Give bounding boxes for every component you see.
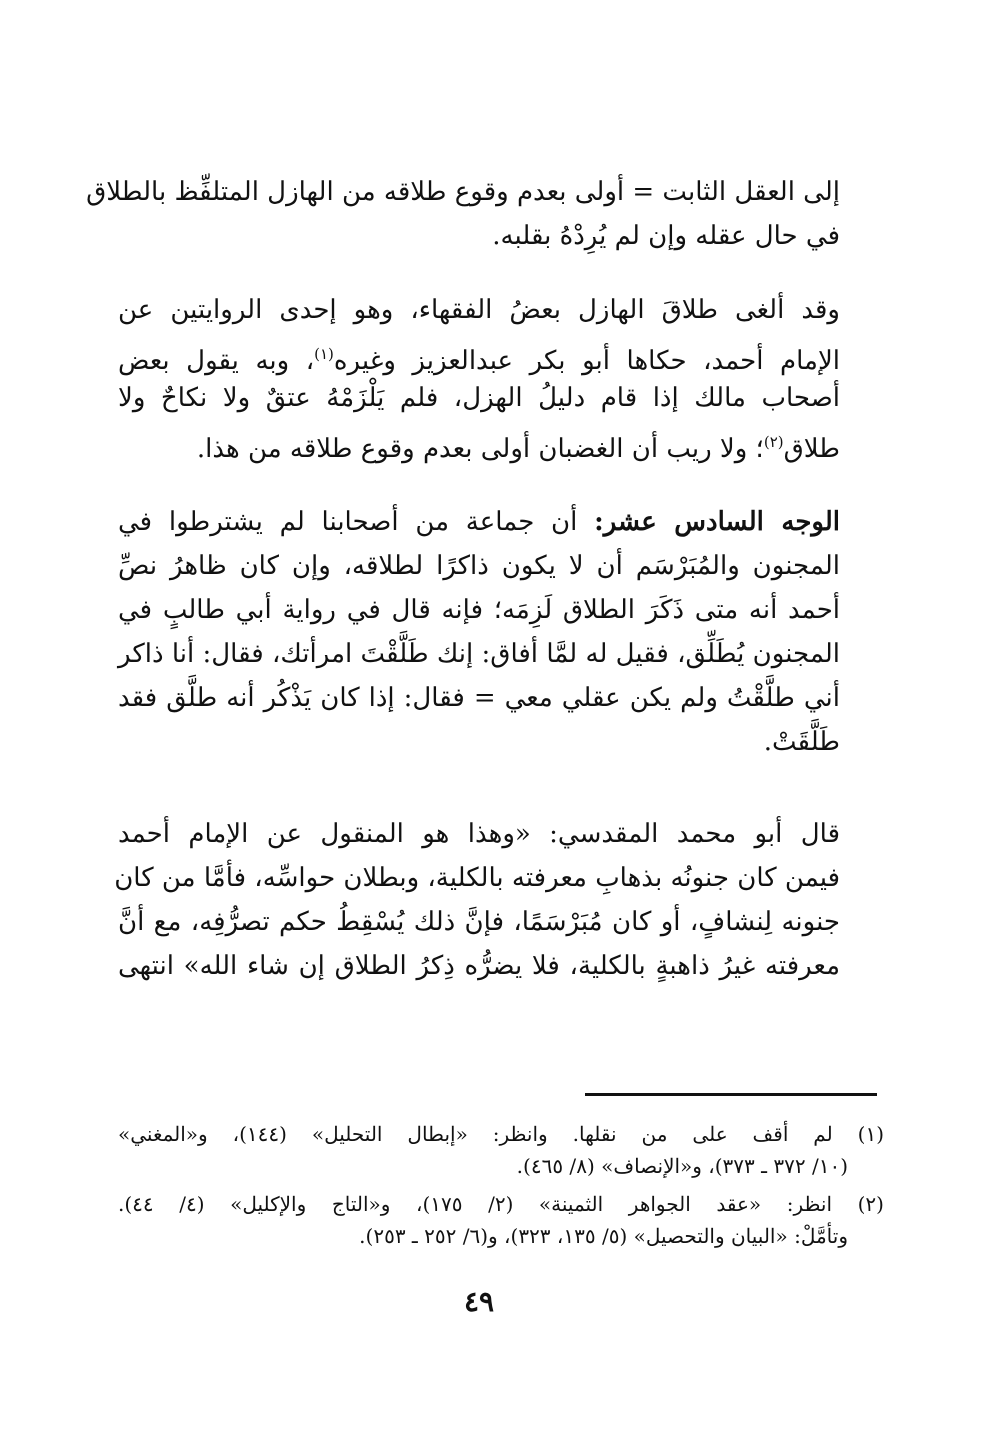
text-line-with-heading xyxy=(118,500,840,544)
page-number: ٤٩ xyxy=(463,1285,495,1318)
paragraph-1 xyxy=(86,170,840,258)
text-segment: ، وبه يقول بعض xyxy=(118,346,315,376)
footnote-2 xyxy=(118,1188,884,1252)
text-line: إلى العقل الثابت = أولى بعدم وقوع طلاقه من الهازل المتلفِّظ بالطلاق xyxy=(86,177,840,207)
text-segment: ؛ ولا ريب أن الغضبان أولى بعدم وقوع طلاقه من هذا. xyxy=(196,434,764,464)
text-line: طَلَّقَتْ. xyxy=(763,727,840,757)
text-segment: أن جماعة من أصحابنا لم يشترطوا في xyxy=(118,507,578,537)
footnote-line: وتأمَّلْ: «البيان والتحصيل» (٥/ ١٣٥، ٣٢٣)، و(٦/ ٢٥٢ ـ ٢٥٣). xyxy=(359,1224,848,1248)
footnote-ref-2[interactable]: (٢) xyxy=(763,433,784,451)
footnote-line: (١٠/ ٣٧٢ ـ ٣٧٣)، و«الإنصاف» (٨/ ٤٦٥). xyxy=(516,1154,848,1178)
footnote-line: (١) لم أقف على من نقلها. وانظر: «إبطال التحليل» (١٤٤)، و«المغني» xyxy=(118,1122,885,1146)
text-line-with-note-ref xyxy=(118,420,840,464)
text-line: قال أبو محمد المقدسي: «وهذا هو المنقول عن الإمام أحمد xyxy=(118,819,840,849)
text-line: أحمد أنه متى ذَكَرَ الطلاق لَزِمَه؛ فإنه قال في رواية أبي طالبٍ في xyxy=(118,595,840,625)
text-line: أصحاب مالك إذا قام دليلُ الهزل، فلم يَلْزَمْهُ عتقٌ ولا نكاحٌ ولا xyxy=(118,383,840,413)
text-line: المجنون يُطَلِّق، فقيل له لمَّا أفاق: إنك طَلَّقْتَ امرأتك، فقال: أنا ذاكر xyxy=(118,639,840,669)
text-line: جنونه لِنشافٍ، أو كان مُبَرْسَمًا، فإنَّ ذلك يُسْقِطُ حكم تصرُّفِه، مع أنَّ xyxy=(118,907,840,937)
section-heading: الوجه السادس عشر: xyxy=(594,507,841,537)
text-line: في حال عقله وإن لم يُرِدْهُ بقلبه. xyxy=(492,221,840,251)
footnotes xyxy=(118,1118,884,1252)
text-segment: طلاق xyxy=(783,434,840,464)
text-line: معرفته غيرُ ذاهبةٍ بالكلية، فلا يضرُّه ذِكرُ الطلاق إن شاء الله» انتهى xyxy=(118,951,840,981)
text-line-with-note-ref xyxy=(118,332,840,376)
text-line: فيمن كان جنونُه بذهابِ معرفته بالكلية، وبطلان حواسِّه، فأمَّا من كان xyxy=(114,863,840,893)
text-line: وقد ألغى طلاقَ الهازل بعضُ الفقهاء، وهو إحدى الروايتين عن xyxy=(118,295,840,325)
paragraph-3 xyxy=(118,500,840,764)
footnote-line: (٢) انظر: «عقد الجواهر الثمينة» (٢/ ١٧٥)، و«التاج والإكليل» (٤/ ٤٤). xyxy=(118,1192,884,1216)
footnote-separator xyxy=(585,1093,877,1096)
text-segment: الإمام أحمد، حكاها أبو بكر عبدالعزيز وغيره xyxy=(333,346,840,376)
footnote-ref-1[interactable]: (١) xyxy=(314,345,334,363)
paragraph-4 xyxy=(114,812,840,988)
paragraph-2 xyxy=(118,288,840,464)
text-line: أني طلَّقْتُ ولم يكن عقلي معي = فقال: إذا كان يَذْكُر أنه طلَّق فقد xyxy=(118,683,840,713)
footnote-1 xyxy=(118,1118,884,1182)
text-line: المجنون والمُبَرْسَم أن لا يكون ذاكرًا لطلاقه، وإن كان ظاهرُ نصِّ xyxy=(118,551,840,581)
